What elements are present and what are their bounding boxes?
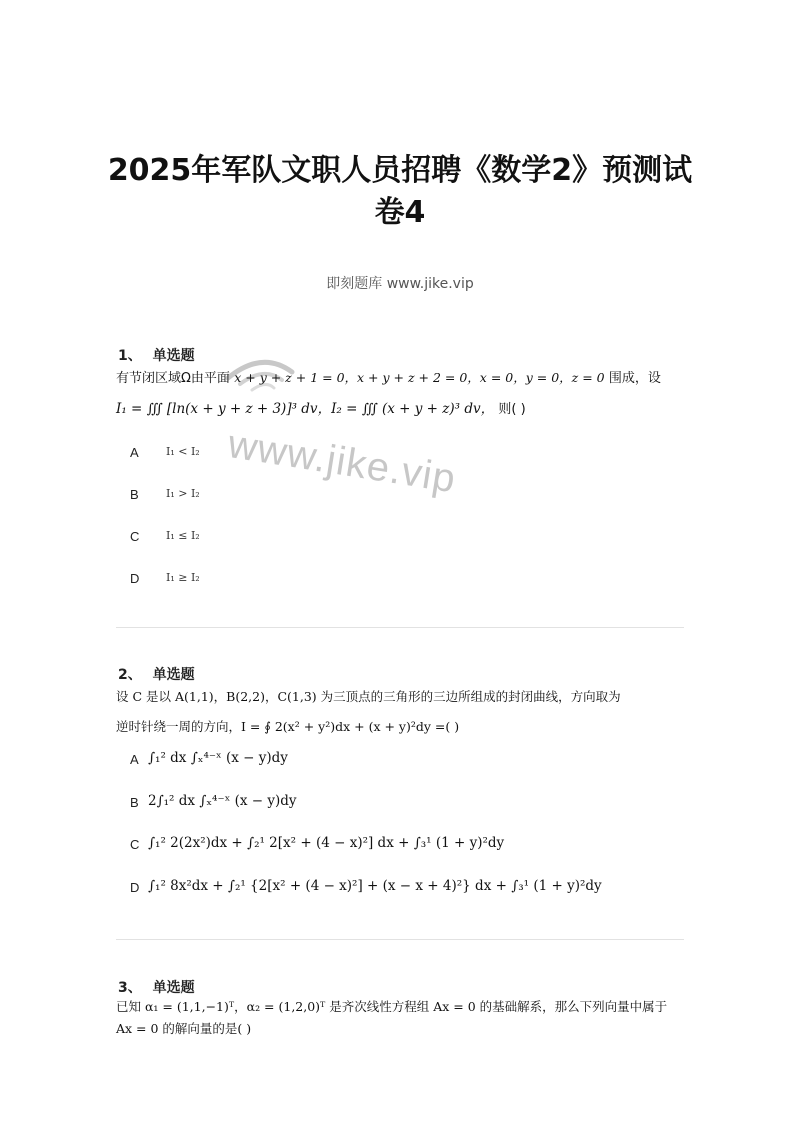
option-d-text[interactable]: ∫₁² 8x²dx + ∫₂¹ {2[x² + (4 − x)²] + (x − x + 4)²} dx + ∫₃¹ (1 + y)²dy	[148, 878, 602, 894]
stem-text: 有节闭区域Ω由平面	[116, 371, 230, 386]
question-1-header	[118, 345, 201, 365]
question-divider	[116, 939, 684, 940]
question-3-stem	[116, 996, 696, 1040]
question-divider	[116, 627, 684, 628]
stem-math: x + y + z + 1 = 0，x + y + z + 2 = 0，x = 0，y = 0，z = 0	[234, 370, 605, 385]
stem-text: 围成，设	[608, 371, 661, 386]
stem-line-1	[116, 363, 696, 394]
option-a-label[interactable]: A	[130, 752, 139, 767]
option-d-text[interactable]: I₁ ≥ I₂	[166, 571, 200, 584]
stem-line-1: 已知 α₁ = (1,1,−1)ᵀ，α₂ = (1,2,0)ᵀ 是齐次线性方程组 Ax = 0 的基础解系，那么下列向量中属于	[116, 999, 668, 1014]
question-number: 2、	[118, 667, 142, 683]
option-d-label[interactable]: D	[130, 880, 140, 895]
option-a-label[interactable]: A	[130, 445, 139, 460]
option-a-text[interactable]: I₁ < I₂	[166, 445, 200, 458]
stem-line-2: 逆时针绕一周的方向，I = ∮ 2(x² + y²)dx + (x + y)²dy =( )	[116, 719, 460, 734]
watermark-text: www.jike.vip	[225, 422, 460, 502]
option-b-label[interactable]: B	[130, 795, 139, 810]
question-2-stem	[116, 682, 696, 742]
site-subtitle[interactable]: 即刻题库 www.jike.vip	[326, 276, 474, 292]
option-c-label[interactable]: C	[130, 529, 140, 544]
page-title: 2025年军队文职人员招聘《数学2》预测试卷4	[107, 153, 693, 230]
question-type: 单选题	[152, 667, 195, 683]
option-d-label[interactable]: D	[130, 571, 140, 586]
question-type: 单选题	[152, 980, 195, 996]
stem-line-2	[116, 394, 696, 425]
option-c-label[interactable]: C	[130, 837, 140, 852]
question-number: 1、	[118, 348, 142, 364]
stem-text: 则( )	[498, 402, 526, 417]
stem-line-1: 设 C 是以 A(1,1)，B(2,2)，C(1,3) 为三顶点的三角形的三边所组成的封闭曲线，方向取为	[116, 689, 621, 704]
question-1-stem	[116, 363, 696, 425]
stem-math: I₁ = ∭ [ln(x + y + z + 3)]³ dv，I₂ = ∭ (x + y + z)³ dv，	[116, 401, 495, 417]
question-3-header	[118, 977, 201, 997]
option-a-text[interactable]: ∫₁² dx ∫ₓ⁴⁻ˣ (x − y)dy	[148, 750, 288, 766]
question-number: 3、	[118, 980, 142, 996]
question-type: 单选题	[152, 348, 195, 364]
option-c-text[interactable]: ∫₁² 2(2x²)dx + ∫₂¹ 2[x² + (4 − x)²] dx + ∫₃¹ (1 + y)²dy	[148, 835, 505, 851]
option-c-text[interactable]: I₁ ≤ I₂	[166, 529, 200, 542]
option-b-text[interactable]: I₁ > I₂	[166, 487, 200, 500]
option-b-label[interactable]: B	[130, 487, 139, 502]
stem-line-2: Ax = 0 的解向量的是( )	[116, 1021, 252, 1036]
option-b-text[interactable]: 2∫₁² dx ∫ₓ⁴⁻ˣ (x − y)dy	[148, 793, 297, 809]
question-2-header	[118, 664, 201, 684]
